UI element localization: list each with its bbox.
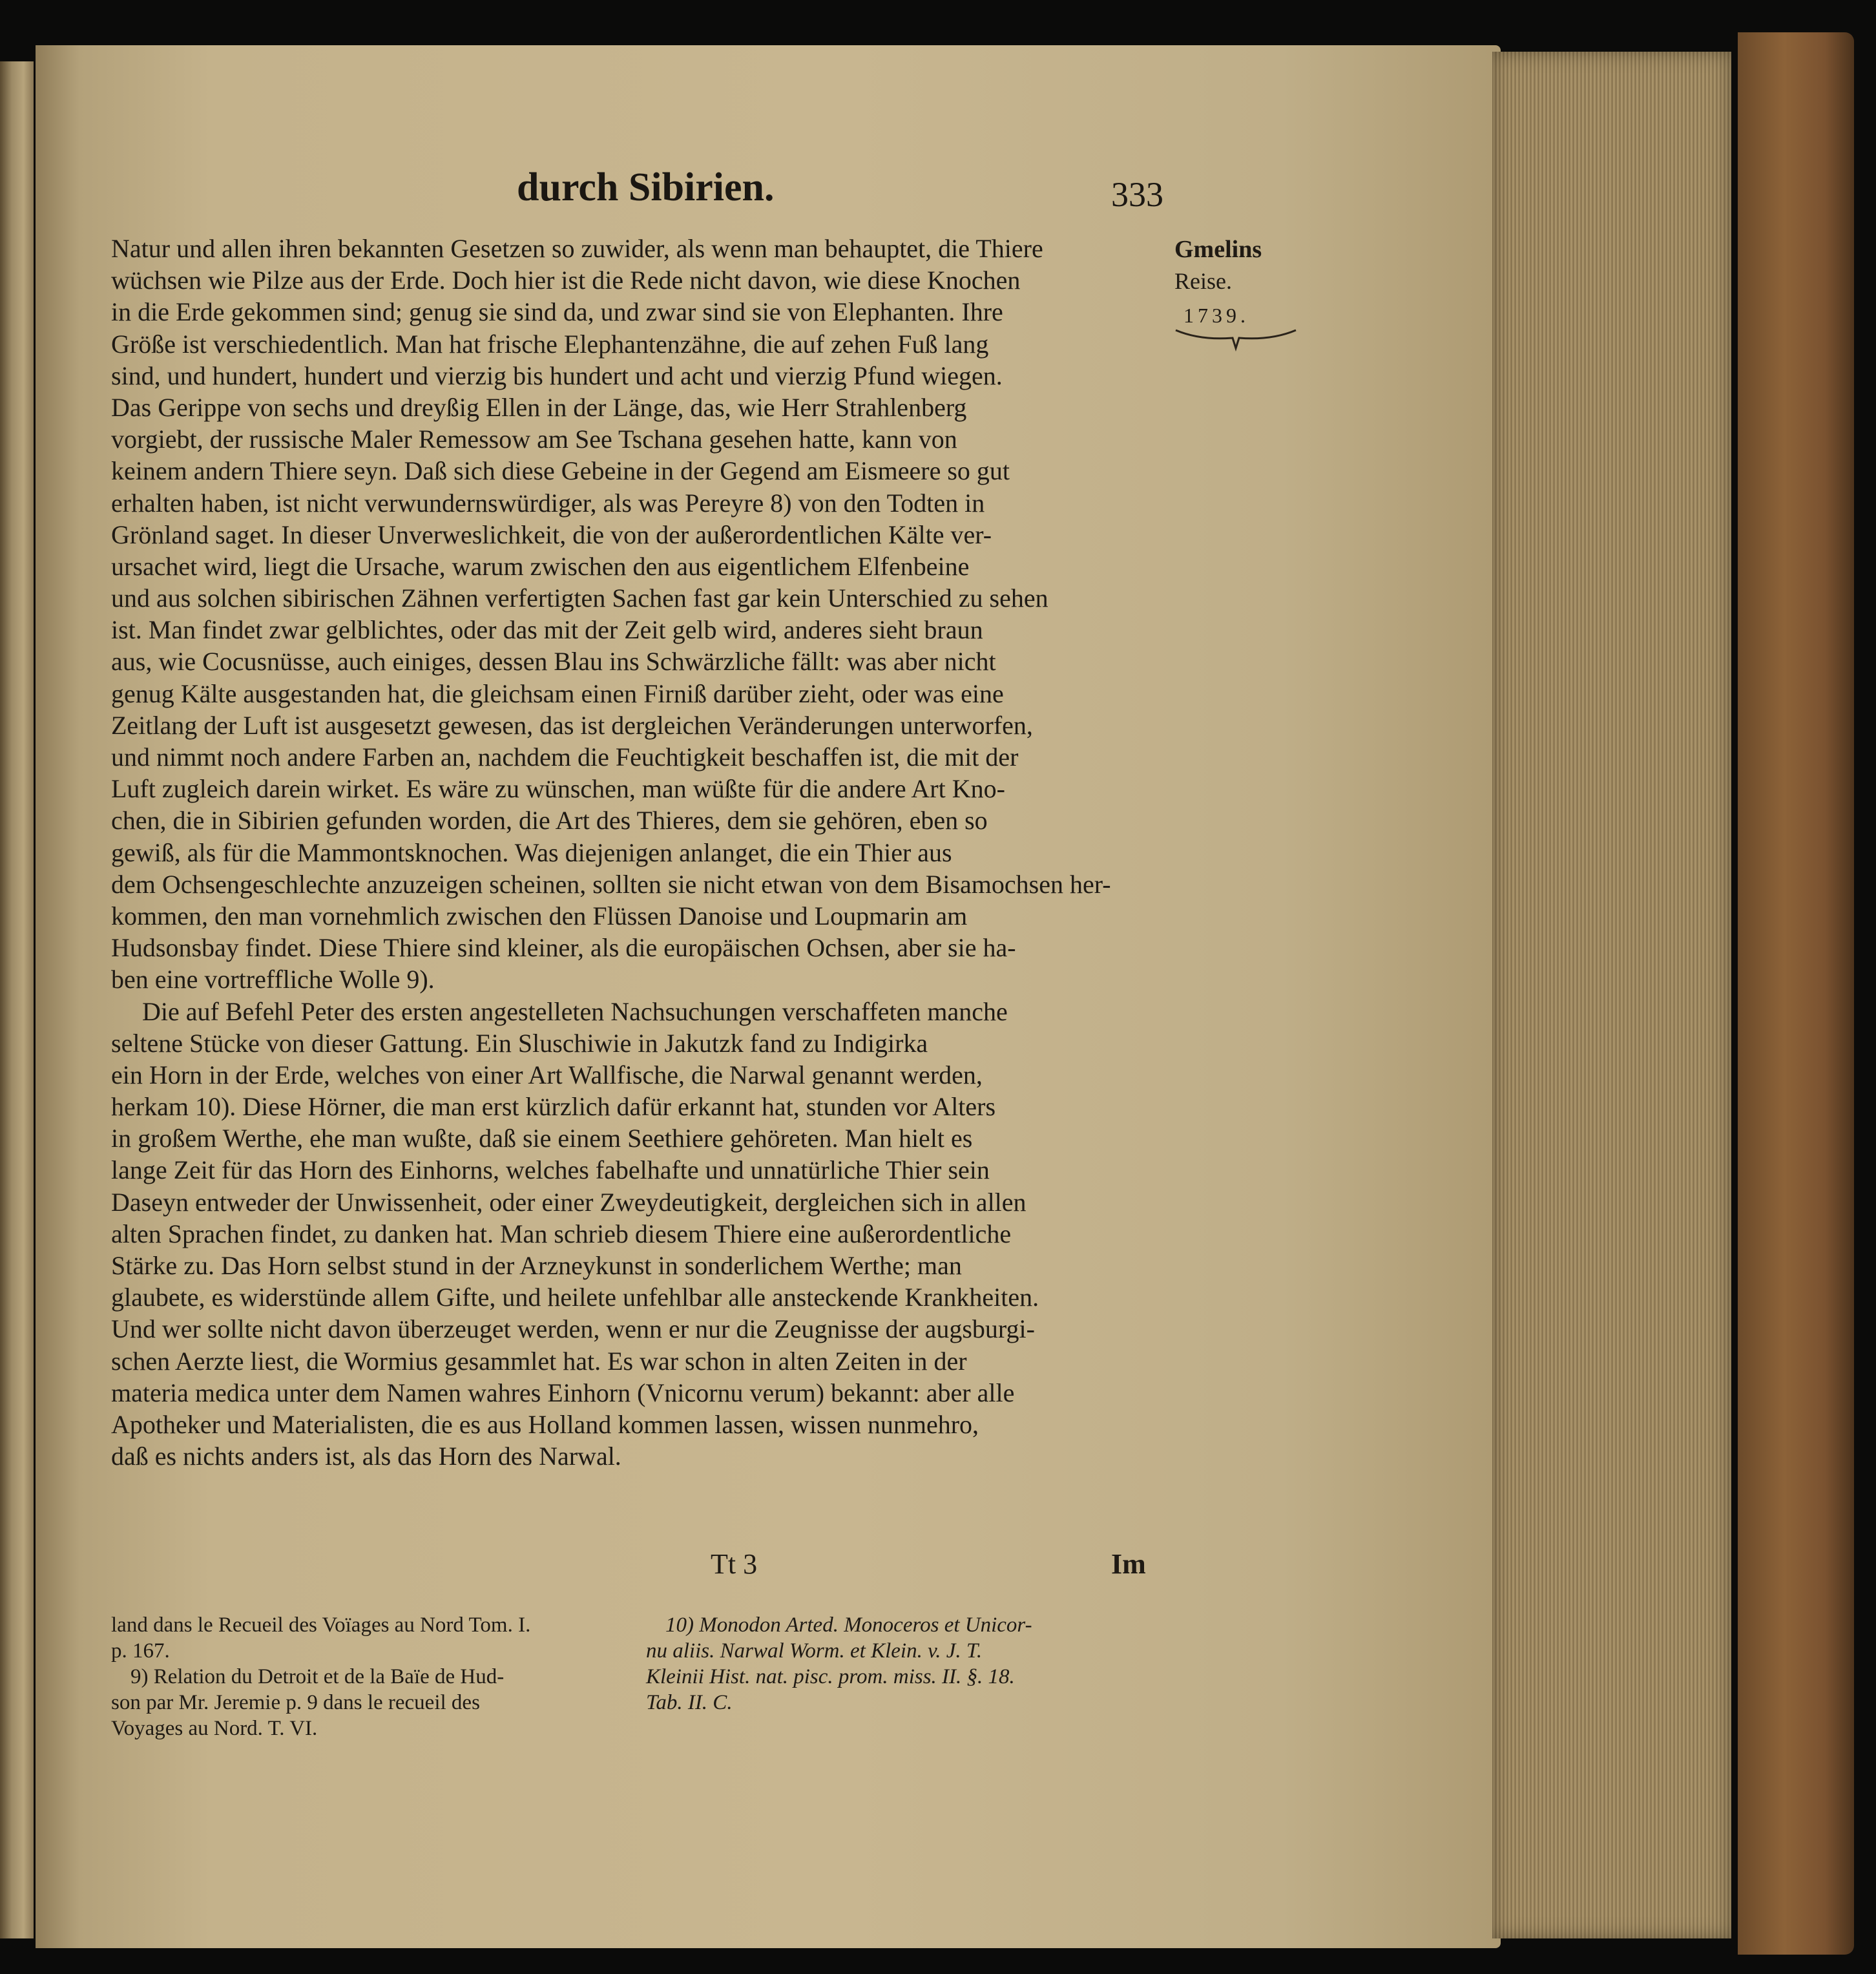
body-line: genug Kälte ausgestanden hat, die gleichsam einen Firniß darüber zieht, oder was eine: [111, 678, 1004, 708]
left-page-edge: [0, 61, 34, 1938]
page-number: 333: [1111, 175, 1163, 214]
body-line: Stärke zu. Das Horn selbst stund in der Arzneykunst in sonderlichem Werthe; man: [111, 1251, 962, 1280]
footnote-line: Kleinii Hist. nat. pisc. prom. miss. II. §. 18.: [646, 1665, 1015, 1688]
footnotes-right: [646, 1612, 1176, 1716]
body-line: gewiß, als für die Mammontsknochen. Was diejenigen anlanget, die ein Thier aus: [111, 837, 952, 867]
signature-mark: Tt 3: [711, 1548, 758, 1580]
body-line: materia medica unter dem Namen wahres Einhorn (Vnicornu verum) bekannt: aber alle: [111, 1378, 1015, 1407]
body-line: ist. Man findet zwar gelblichtes, oder das mit der Zeit gelb wird, anderes sieht braun: [111, 615, 983, 645]
body-line: Apotheker und Materialisten, die es aus Holland kommen lassen, wissen nunmehro,: [111, 1409, 979, 1439]
catchword: Im: [1111, 1548, 1146, 1580]
body-line: Zeitlang der Luft ist ausgesetzt gewesen, das ist dergleichen Veränderungen unterworfen,: [111, 710, 1033, 740]
body-line: in großem Werthe, ehe man wußte, daß sie einem Seethiere gehöreten. Man hielt es: [111, 1124, 973, 1153]
body-line: kommen, den man vornehmlich zwischen den Flüssen Danoise und Loupmarin am: [111, 901, 968, 930]
body-line: sind, und hundert, hundert und vierzig bis hundert und acht und vierzig Pfund wiegen.: [111, 361, 1003, 390]
footnote-line: 10) Monodon Arted. Monoceros et Unicor-: [665, 1613, 1032, 1637]
leather-cover: [1738, 32, 1854, 1955]
body-line: und aus solchen sibirischen Zähnen verfertigten Sachen fast gar kein Unterschied zu sehen: [111, 583, 1048, 613]
body-line: erhalten haben, ist nicht verwundernswürdiger, als was Pereyre 8) von den Todten in: [111, 488, 985, 518]
margin-note-title: Reise.: [1174, 268, 1232, 294]
body-line: herkam 10). Diese Hörner, die man erst kürzlich dafür erkannt hat, stunden vor Alters: [111, 1092, 996, 1122]
margin-note-author: Gmelins: [1174, 236, 1262, 263]
footnote-line: son par Mr. Jeremie p. 9 dans le recueil des: [111, 1691, 480, 1714]
body-line: glaubete, es widerstünde allem Gifte, und heilete unfehlbar alle ansteckende Krankheiten.: [111, 1283, 1039, 1312]
body-line: alten Sprachen findet, zu danken hat. Man schrieb diesem Thiere eine außerordentliche: [111, 1219, 1012, 1248]
body-line: Daseyn entweder der Unwissenheit, oder einer Zweydeutigkeit, dergleichen sich in allen: [111, 1187, 1027, 1217]
footnotes-left: [111, 1612, 654, 1741]
footnote-line: Voyages au Nord. T. VI.: [111, 1717, 318, 1740]
body-line: in die Erde gekommen sind; genug sie sind da, und zwar sind sie von Elephanten. Ihre: [111, 297, 1003, 327]
body-line: Luft zugleich darein wirket. Es wäre zu wünschen, man wüßte für die andere Art Kno-: [111, 774, 1005, 804]
footnote-line: 9) Relation du Detroit et de la Baïe de Hud-: [130, 1665, 505, 1688]
running-head: durch Sibirien.: [517, 165, 775, 209]
body-line: Größe ist verschiedentlich. Man hat frische Elephantenzähne, die auf zehen Fuß lang: [111, 329, 989, 359]
footnote-line: nu aliis. Narwal Worm. et Klein. v. J. T.: [646, 1639, 983, 1663]
footnote-line: Tab. II. C.: [646, 1691, 733, 1714]
body-line: Das Gerippe von sechs und dreyßig Ellen in der Länge, das, wie Herr Strahlenberg: [111, 392, 967, 422]
body-line: Hudsonsbay findet. Diese Thiere sind kleiner, als die europäischen Ochsen, aber sie ha-: [111, 933, 1016, 963]
footnote-line: land dans le Recueil des Voïages au Nord Tom. I.: [111, 1613, 531, 1637]
body-line: aus, wie Cocusnüsse, auch einiges, dessen Blau ins Schwärzliche fällt: was aber nicht: [111, 647, 996, 677]
body-line: seltene Stücke von dieser Gattung. Ein Sluschiwie in Jakutzk fand zu Indigirka: [111, 1028, 928, 1058]
body-line: Natur und allen ihren bekannten Gesetzen so zuwider, als wenn man behauptet, die Thiere: [111, 234, 1043, 263]
margin-note-brace: [1174, 326, 1297, 352]
body-line: daß es nichts anders ist, als das Horn des Narwal.: [111, 1442, 621, 1471]
body-text: [111, 233, 1171, 1472]
body-line: dem Ochsengeschlechte anzuzeigen scheinen, sollten sie nicht etwan von dem Bisamochsen her-: [111, 869, 1111, 899]
body-line: vorgiebt, der russische Maler Remessow am See Tschana gesehen hatte, kann von: [111, 425, 957, 454]
body-line: schen Aerzte liest, die Wormius gesammlet hat. Es war schon in alten Zeiten in der: [111, 1346, 967, 1376]
body-line: Grönland saget. In dieser Unverweslichkeit, die von der außerordentlichen Kälte ver-: [111, 520, 992, 549]
margin-note-year: 1739.: [1183, 304, 1249, 327]
body-line: Die auf Befehl Peter des ersten angestelleten Nachsuchungen verschaffeten manche: [142, 996, 1008, 1026]
body-line: lange Zeit für das Horn des Einhorns, welches fabelhafte und unnatürliche Thier sein: [111, 1155, 990, 1185]
body-line: ein Horn in der Erde, welches von einer Art Wallfische, die Narwal genannt werden,: [111, 1060, 983, 1089]
body-line: chen, die in Sibirien gefunden worden, die Art des Thieres, dem sie gehören, eben so: [111, 806, 988, 835]
footnote-line: p. 167.: [111, 1639, 170, 1663]
body-line: und nimmt noch andere Farben an, nachdem die Feuchtigkeit beschaffen ist, die mit der: [111, 742, 1019, 772]
body-line: ben eine vortreffliche Wolle 9).: [111, 965, 435, 994]
body-line: Und wer sollte nicht davon überzeuget werden, wenn er nur die Zeugnisse der augsburgi-: [111, 1314, 1035, 1344]
body-line: ursachet wird, liegt die Ursache, warum zwischen den aus eigentlichem Elfenbeine: [111, 551, 970, 581]
page-edges: [1492, 52, 1731, 1938]
body-line: keinem andern Thiere seyn. Daß sich diese Gebeine in der Gegend am Eismeere so gut: [111, 456, 1010, 486]
body-line: wüchsen wie Pilze aus der Erde. Doch hier ist die Rede nicht davon, wie diese Knochen: [111, 266, 1021, 295]
